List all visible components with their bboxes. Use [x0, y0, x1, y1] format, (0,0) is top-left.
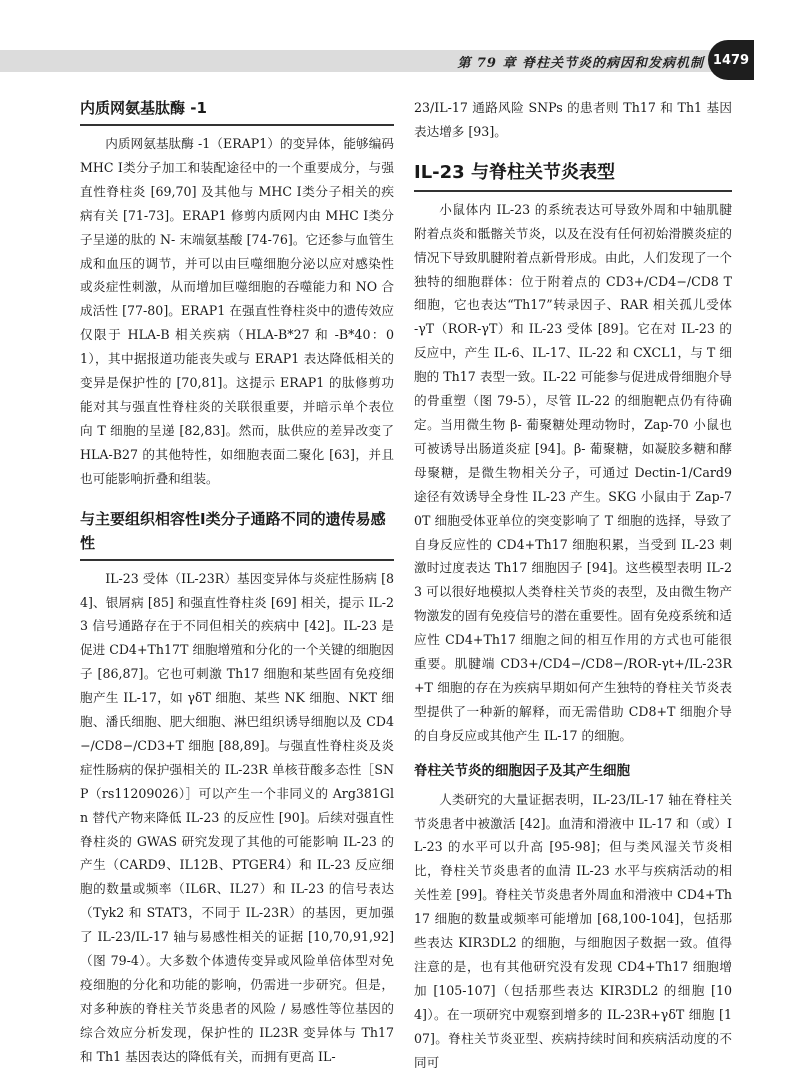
section-title-genetic-susceptibility: 与主要组织相容性Ⅰ类分子通路不同的遗传易感性	[80, 507, 394, 561]
paragraph-il23r: IL-23 受体（IL-23R）基因变异体与炎症性肠病 [84]、银屑病 [85] 和强直性脊柱炎 [69] 相关，提示 IL-23 信号通路存在于不同但相关的疾病中 [42]。IL-23 是促进 CD4+Th17T 细胞增殖和分化的一个关键的细胞因子 [86,87]。它也可刺激 Th17 细胞和某些固有免疫细胞产生 IL-17，如 γδT 细胞、某些 NK 细胞、NKT 细胞、潘氏细胞、肥大细胞、淋巴组织诱导细胞以及 CD4−/CD8−/CD3+T 细胞 [88,89]。与强直性脊柱炎及炎症性肠病的保护强相关的 IL-23R 单核苷酸多态性［SNP（rs11209026）］可以产生一个非同义的 Arg381Gln 替代产物来降低 IL-23 的反应性 [90]。后续对强直性脊柱炎的 GWAS 研究发现了其他的可能影响 IL-23 的产生（CARD9、IL12B、PTGER4）和 IL-23 反应细胞的数量或频率（IL6R、IL27）和 IL-23 的信号表达（Tyk2 和 STAT3，不同于 IL-23R）的基因，更加强了 IL-23/IL-17 轴与易感性相关的证据 [10,70,91,92]（图 79-4）。大多数个体遗传变异或风险单倍体型对免疫细胞的分化和功能的影响，仍需进一步研究。但是，对多种族的脊柱关节炎患者的风险 / 易感性等位基因的综合效应分析发现，保护性的 IL23R 变异体与 Th17 和 Th1 基因表达的降低有关，而拥有更高 IL-	[80, 570, 394, 1064]
page-number: 1479	[708, 40, 754, 80]
paragraph-erap1: 内质网氨基肽酶 -1（ERAP1）的变异体，能够编码 MHC Ⅰ类分子加工和装配途径中的一个重要成分，与强直性脊柱炎 [69,70] 及其他与 MHC Ⅰ类分子相关的疾病有关 [71-73]。ERAP1 修剪内质网内由 MHC Ⅰ类分子呈递的肽的 N- 末端氨基酸 [74-76]。它还参与血管生成和血压的调节，并可以由巨噬细胞分泌以应对感染性或炎症性刺激，从而增加巨噬细胞的吞噬能力和 NO 合成活性 [77-80]。ERAP1 在强直性脊柱炎中的遗传效应仅限于 HLA-B 相关疾病（HLA-B*27 和 -B*40：01），其中据报道功能丧失或与 ERAP1 表达降低相关的变异是保护性的 [70,81]。这提示 ERAP1 的肽修剪功能对其与强直性脊柱炎的关联很重要，并暗示单个表位向 T 细胞的呈递 [82,83]。然而，肽供应的差异改变了 HLA-B27 的其他特性，如细胞表面二聚化 [63]，并且也可能影响折叠和组装。	[80, 136, 394, 486]
left-column	[80, 96, 394, 1069]
paragraph-continued: 23/IL-17 通路风险 SNPs 的患者则 Th17 和 Th1 基因表达增多 [93]。	[414, 100, 732, 139]
page-header	[0, 0, 800, 84]
section-title-il23-phenotype: IL-23 与脊柱关节炎表型	[414, 160, 732, 192]
paragraph-il23-mouse: 小鼠体内 IL-23 的系统表达可导致外周和中轴肌腱附着点炎和骶髂关节炎，以及在没有任何初始滑膜炎症的情况下导致肌腱附着点新骨形成。由此，人们发现了一个独特的细胞群体：位于附着点的 CD3+/CD4−/CD8 T 细胞，它也表达“Th17”转录因子、RAR 相关孤儿受体 -γT（ROR-γT）和 IL-23 受体 [89]。它在对 IL-23 的反应中，产生 IL-6、IL-17、IL-22 和 CXCL1，与 T 细胞的 Th17 表型一致。IL-22 可能参与促进成骨细胞介导的骨重塑（图 79-5），尽管 IL-22 的细胞靶点仍有待确定。当用微生物 β- 葡聚糖处理动物时，Zap-70 小鼠也可被诱导出肠道炎症 [94]。β- 葡聚糖，如凝胶多糖和酵母聚糖，是微生物相关分子，可通过 Dectin-1/Card9 途径有效诱导全身性 IL-23 产生。SKG 小鼠由于 Zap-70T 细胞受体亚单位的突变影响了 T 细胞的选择，导致了自身反应性的 CD4+Th17 细胞积累，当受到 IL-23 刺激时过度表达 Th17 细胞因子 [94]。这些模型表明 IL-23 可以很好地模拟人类脊柱关节炎的表型，及由微生物产物激发的固有免疫信号的潜在重要性。固有免疫系统和适应性 CD4+Th17 细胞之间的相互作用的方式也可能很重要。肌腱端 CD3+/CD4−/CD8−/ROR-γt+/IL-23R+T 细胞的存在为疾病早期如何产生独特的脊柱关节炎表型提供了一种新的解释，而无需借助 CD8+T 细胞介导的自身反应或其他产生 IL-17 的细胞。	[414, 201, 732, 743]
paragraph-cytokines: 人类研究的大量证据表明，IL-23/IL-17 轴在脊柱关节炎患者中被激活 [42]。血清和滑液中 IL-17 和（或）IL-23 的水平可以升高 [95-98]；但与类风湿关节炎相比，脊柱关节炎患者的血清 IL-23 水平与疾病活动的相关性差 [99]。脊柱关节炎患者外周血和滑液中 CD4+Th17 细胞的数量或频率可能增加 [68,100-104]，包括那些表达 KIR3DL2 的细胞，与细胞因子数据一致。值得注意的是，也有其他研究没有发现 CD4+Th17 细胞增加 [105-107]（包括那些表达 KIR3DL2 的细胞 [104]）。在一项研究中观察到增多的 IL-23R+γδT 细胞 [107]。脊柱关节炎亚型、疾病持续时间和疾病活动度的不同可	[414, 791, 732, 1070]
section-title-erap1: 内质网氨基肽酶 -1	[80, 96, 394, 126]
right-column	[414, 96, 732, 1075]
chapter-title: 第 79 章 脊柱关节炎的病因和发病机制	[457, 56, 704, 71]
subsection-title-cytokines: 脊柱关节炎的细胞因子及其产生细胞	[414, 762, 630, 779]
